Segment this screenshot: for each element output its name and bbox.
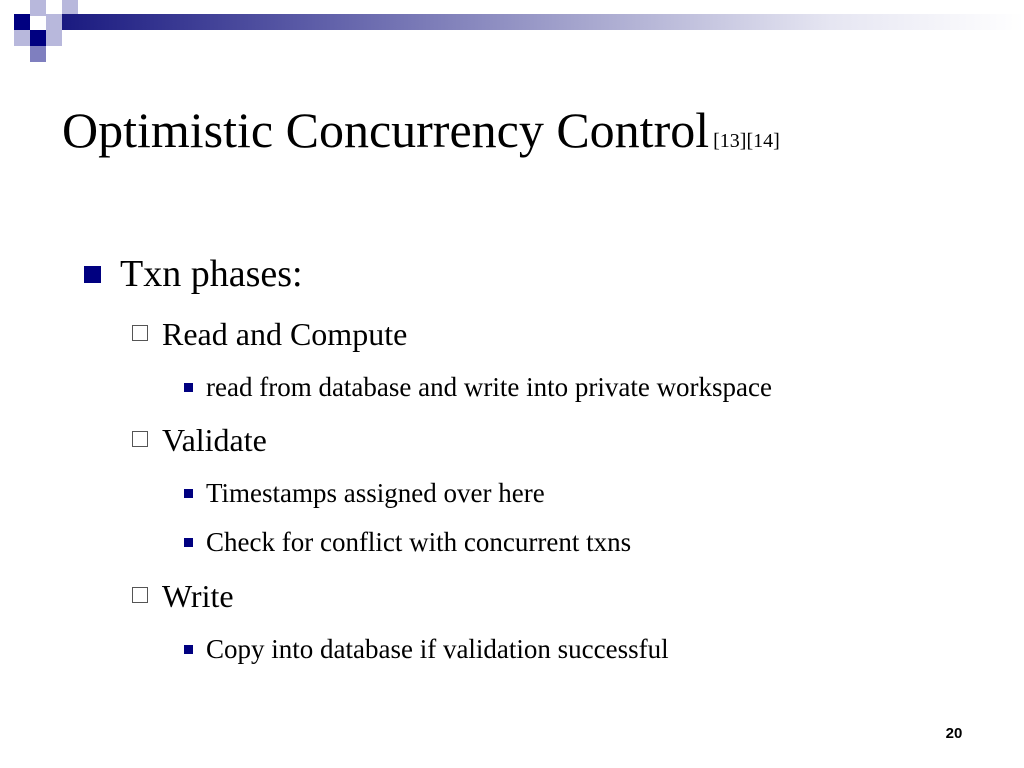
- deco-square: [46, 30, 62, 46]
- detail-text: Check for conflict with concurrent txns: [206, 527, 632, 557]
- small-square-bullet-icon: [184, 538, 193, 547]
- deco-square: [46, 14, 62, 30]
- detail-text: read from database and write into private workspace: [206, 372, 773, 402]
- detail-text: Timestamps assigned over here: [206, 478, 545, 508]
- small-square-bullet-icon: [184, 383, 193, 392]
- bullet-text: Txn phases:: [120, 253, 303, 295]
- detail-text: Copy into database if validation successful: [206, 634, 669, 664]
- phase-label: Read and Compute: [162, 316, 408, 352]
- deco-square: [30, 30, 46, 46]
- deco-square: [30, 46, 46, 62]
- hollow-square-bullet-icon: [132, 431, 148, 447]
- deco-square: [30, 0, 46, 16]
- page-number: 20: [945, 725, 963, 742]
- small-square-bullet-icon: [184, 489, 193, 498]
- small-square-bullet-icon: [184, 645, 193, 654]
- phase-label: Write: [162, 578, 234, 614]
- phase-label: Validate: [162, 422, 267, 458]
- deco-square: [14, 30, 30, 46]
- square-bullet-icon: [84, 266, 101, 283]
- deco-square: [14, 14, 30, 30]
- slide-title-text: Optimistic Concurrency Control: [62, 102, 710, 158]
- header-decoration: [0, 0, 1024, 64]
- header-gradient-bar: [62, 14, 1024, 30]
- hollow-square-bullet-icon: [132, 587, 148, 603]
- hollow-square-bullet-icon: [132, 325, 148, 341]
- slide-title-references: [13][14]: [713, 130, 780, 152]
- slide-title: [62, 98, 780, 173]
